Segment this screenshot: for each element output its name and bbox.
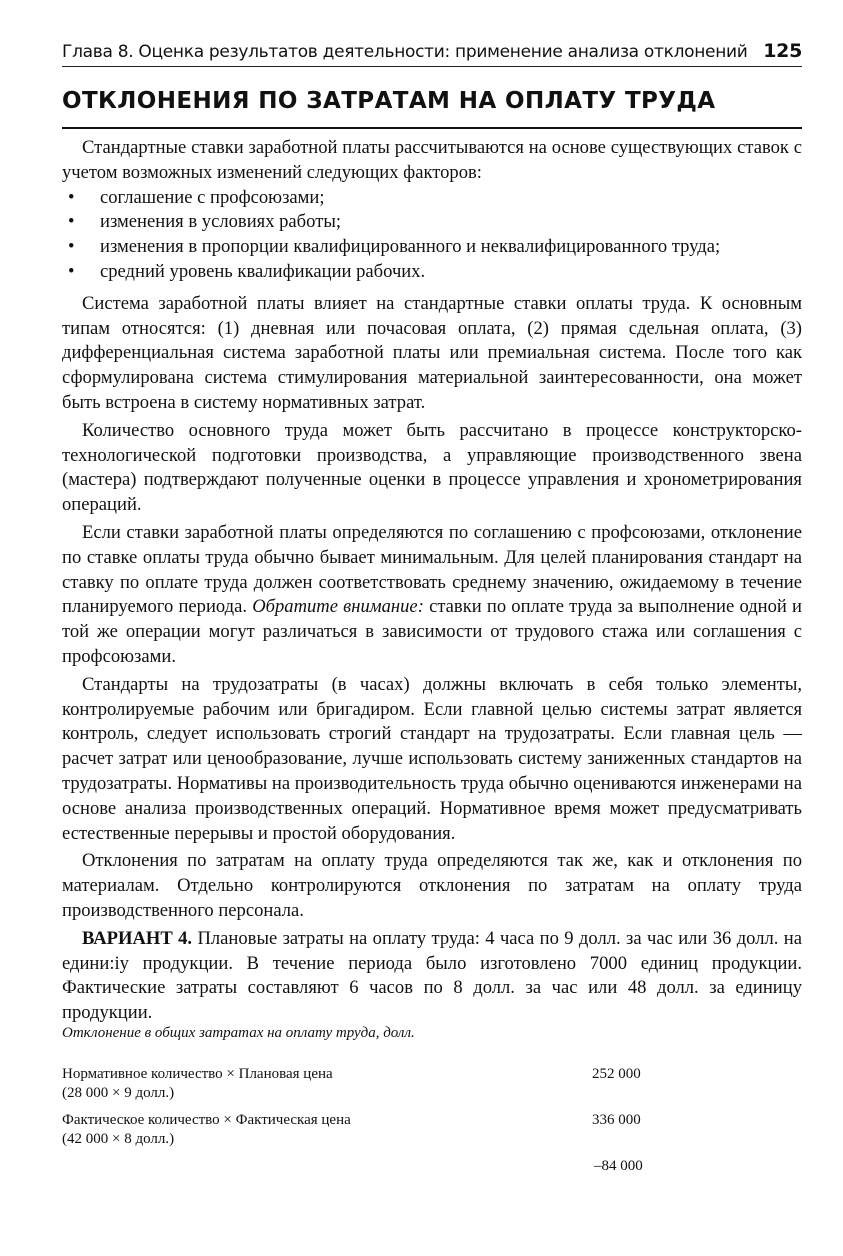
calculation-row — [62, 1111, 802, 1157]
row-detail: (42 000 × 8 долл.) — [62, 1131, 175, 1147]
row-formula: Фактическое количество × Фактическая цена — [62, 1112, 351, 1128]
emphasis-note: Обратите внимание: — [252, 596, 424, 618]
bullet-icon: • — [68, 186, 75, 208]
bullet-icon: • — [68, 236, 75, 258]
factor-list — [62, 186, 802, 285]
title-rule — [62, 127, 802, 129]
section-title: ОТКЛОНЕНИЯ ПО ЗАТРАТАМ НА ОПЛАТУ ТРУДА — [62, 88, 716, 114]
body-text — [62, 133, 802, 1026]
calculation-total-row — [62, 1157, 802, 1181]
total-value: –84 000 — [594, 1158, 643, 1174]
row-formula: Нормативное количество × Плановая цена — [62, 1066, 333, 1082]
list-item: • соглашение с профсоюзами; — [62, 186, 802, 211]
calculation-row — [62, 1065, 802, 1111]
bullet-icon: • — [68, 260, 75, 282]
running-header — [62, 28, 802, 62]
paragraph: Система заработной платы влияет на стандартные ставки оплаты труда. К основным типам относятся: (1) дневная или почасовая оплата, (2) прямая сдельная оплата, (3) дифференциальная система заработной платы или премиальная система. После того как сформулирована система стимулирования материальной заинтересованности, она может быть встроена в систему нормативных затрат. — [62, 292, 802, 413]
paragraph-intro: Стандартные ставки заработной платы рассчитываются на основе существующих ставок с учетом возможных изменений следующих факторов: — [62, 137, 802, 183]
paragraph: Отклонения по затратам на оплату труда определяются так же, как и отклонения по материалам. Отдельно контролируются отклонения по затратам на оплату труда производственного персонала. — [62, 850, 802, 921]
row-detail: (28 000 × 9 долл.) — [62, 1085, 175, 1101]
paragraph-variant: ВАРИАНТ 4. Плановые затраты на оплату труда: 4 часа по 9 долл. за час или 36 долл. на едини:iу продукции. В течение периода было изготовлено 7000 единиц продукции. Фактические затраты составляют 6 часов по 8 долл. за час или 48 долл. за единицу продукции. — [62, 927, 802, 1024]
list-item: • изменения в пропорции квалифицированного и неквалифицированного труда; — [62, 235, 802, 260]
row-value: 252 000 — [592, 1066, 641, 1082]
bullet-icon: • — [68, 211, 75, 233]
calculation-block — [62, 1024, 802, 1181]
paragraph: Если ставки заработной платы определяются по соглашению с профсоюзами, отклонение по ставке оплаты труда обычно бывает минимальным. Для целей планирования стандарт на ставку по оплате труда должен соответствовать среднему значению, ожидаемому в течение планируемого периода. Обратите внимание: ставки по оплате труда за выполнение одной и той же операции могут различаться в зависимости от трудового стажа или соглашения с профсоюзами. — [62, 521, 802, 667]
paragraph: Количество основного труда может быть рассчитано в процессе конструкторско-технологической подготовки производства, а управляющие производственного звена (мастера) подтверждают полученные оценки в процессе управления и хронометрирования операций. — [62, 419, 802, 516]
paragraph: Стандарты на трудозатраты (в часах) должны включать в себя только элементы, контролируемые рабочим или бригадиром. Если главной целью системы затрат является контроль, следует использовать строгий стандарт на трудозатраты. Если главная цель — расчет затрат или ценообразование, лучше использовать систему заниженных стандартов на трудозатраты. Нормативы на производительность труда обычно оцениваются инженерами на основе анализа производственных операций. Нормативное время может предусматривать естественные перерывы и простой оборудования. — [62, 673, 802, 844]
list-item: • средний уровень квалификации рабочих. — [62, 260, 802, 285]
row-value: 336 000 — [592, 1112, 641, 1128]
list-item: • изменения в условиях работы; — [62, 210, 802, 235]
header-rule — [62, 66, 802, 67]
variant-label: ВАРИАНТ 4. — [82, 927, 193, 949]
page-number: 125 — [763, 40, 802, 62]
chapter-title: Глава 8. Оценка результатов деятельности: применение анализа отклонений — [62, 42, 748, 62]
calculation-caption: Отклонение в общих затратах на оплату труда, долл. — [62, 1025, 415, 1041]
